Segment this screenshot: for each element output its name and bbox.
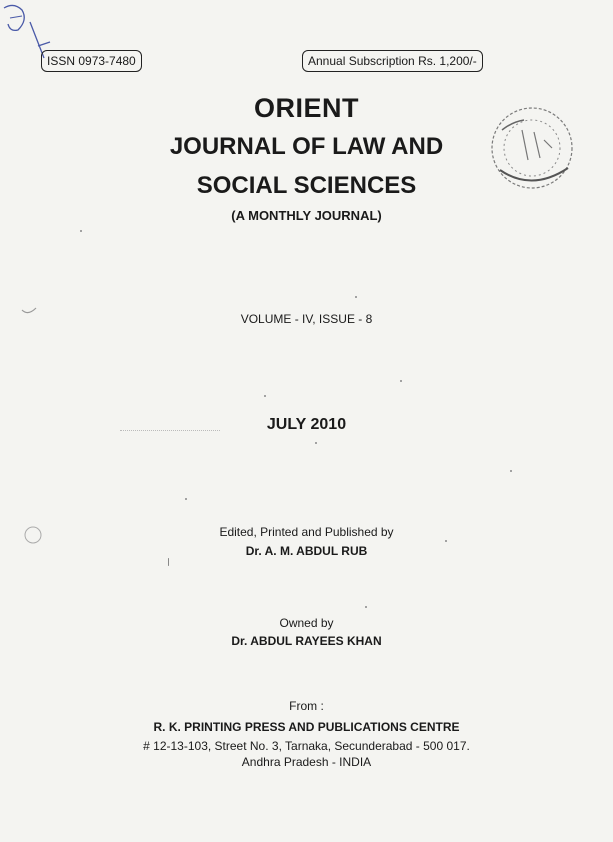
edited-label: Edited, Printed and Published by (219, 525, 394, 539)
scan-speck (264, 395, 266, 397)
scan-speck (400, 380, 402, 382)
owner-name: Dr. ABDUL RAYEES KHAN (231, 634, 382, 648)
publisher-name: R. K. PRINTING PRESS AND PUBLICATIONS CENTRE (153, 720, 460, 734)
publisher-address-line-2: Andhra Pradesh - INDIA (241, 755, 372, 769)
scan-speck (80, 230, 82, 232)
scan-speck (355, 296, 357, 298)
scan-speck (365, 606, 367, 608)
journal-subtitle: (A MONTHLY JOURNAL) (231, 208, 382, 223)
from-label: From : (289, 699, 324, 713)
scan-speck (185, 498, 187, 500)
issue-date: JULY 2010 (266, 416, 347, 433)
subscription-box: Annual Subscription Rs. 1,200/- (302, 50, 483, 72)
publisher-address-line-1: # 12-13-103, Street No. 3, Tarnaka, Secunderabad - 500 017. (143, 739, 470, 753)
editor-name: Dr. A. M. ABDUL RUB (245, 544, 368, 558)
scan-speck (168, 558, 169, 566)
scan-speck (315, 442, 317, 444)
journal-title-line-1: ORIENT (253, 93, 359, 123)
owned-label: Owned by (279, 616, 334, 630)
journal-title-line-2: JOURNAL OF LAW AND (169, 133, 444, 160)
journal-title-line-3: SOCIAL SCIENCES (196, 172, 417, 199)
volume-issue: VOLUME - IV, ISSUE - 8 (240, 312, 373, 326)
issn-box: ISSN 0973-7480 (41, 50, 142, 72)
scan-speck (510, 470, 512, 472)
scan-speck (445, 540, 447, 542)
